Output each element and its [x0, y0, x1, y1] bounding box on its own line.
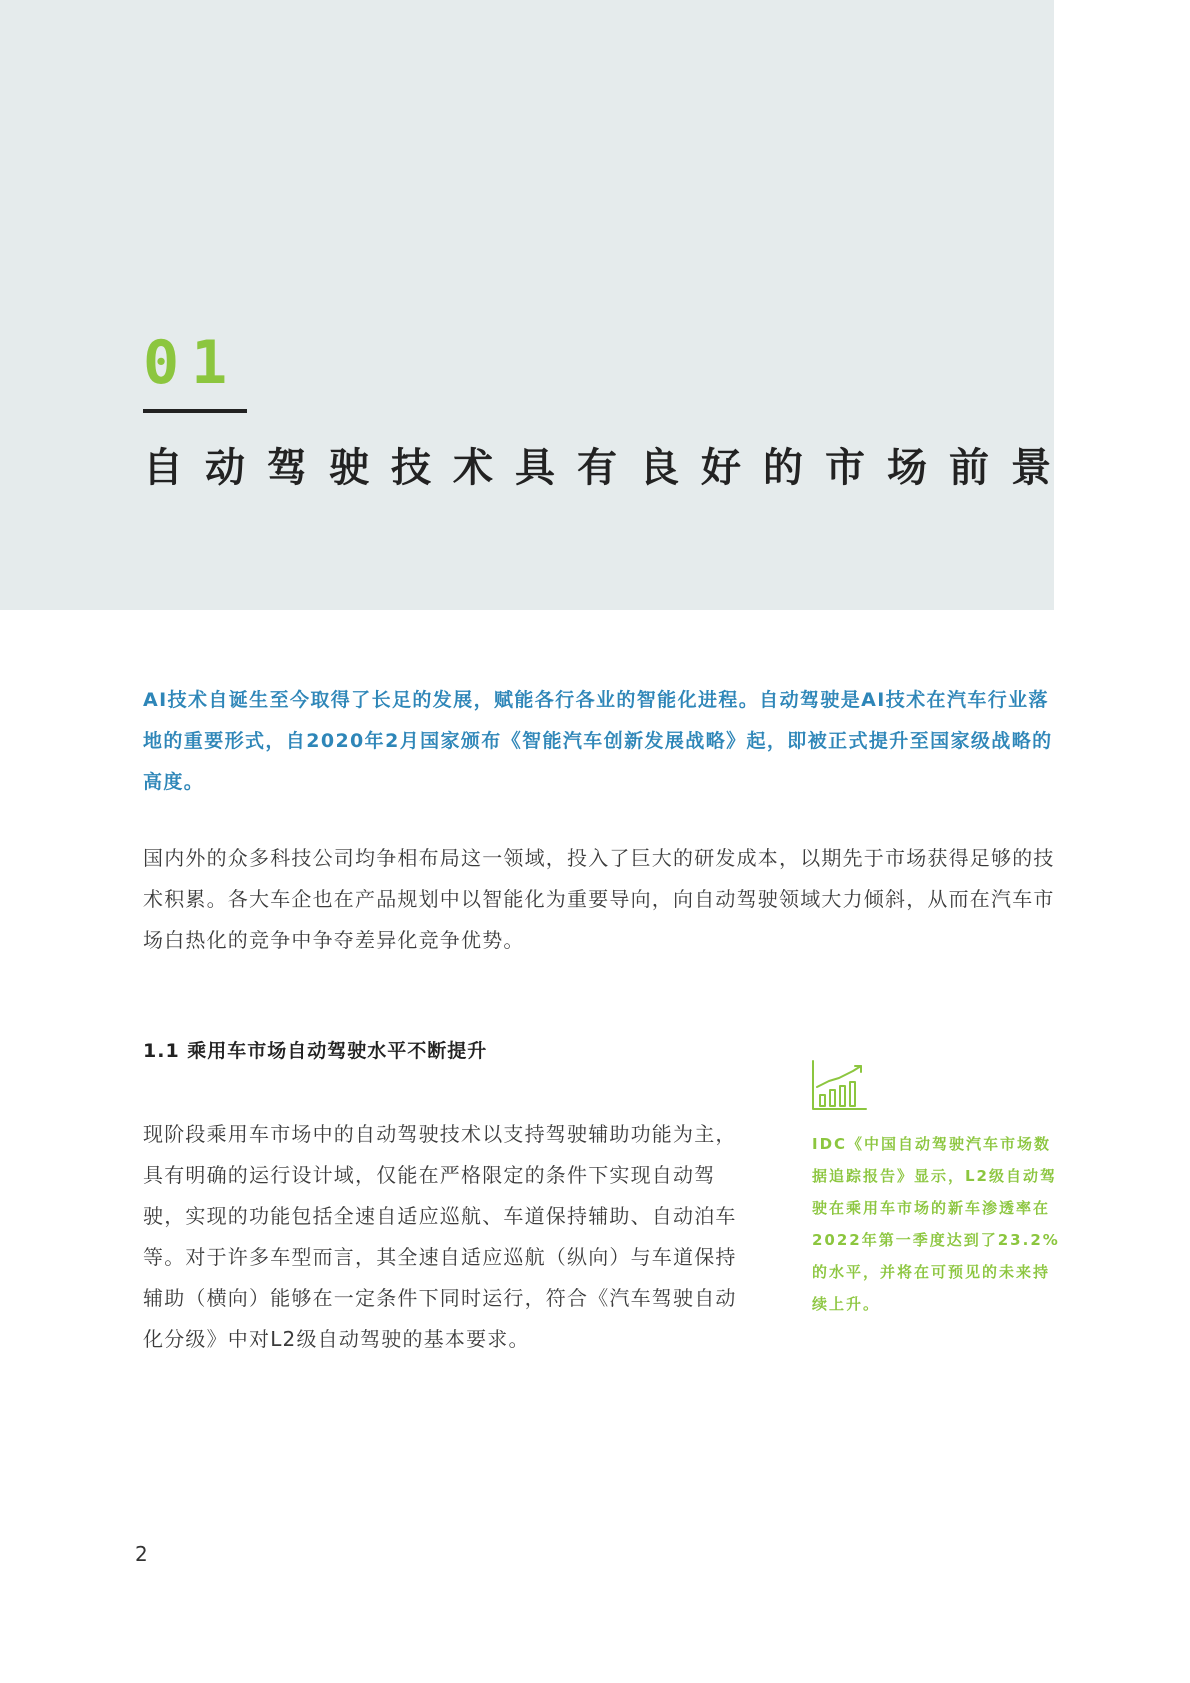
page-number: 2 [135, 1542, 148, 1566]
chapter-title: 自动驾驶技术具有良好的市场前景 [143, 445, 1073, 491]
intro-lead-paragraph: AI技术自诞生至今取得了长足的发展，赋能各行各业的智能化进程。自动驾驶是AI技术在汽车行业落地的重要形式，自2020年2月国家颁布《智能汽车创新发展战略》起，即被正式提升至国家级战略的高度。 [143, 689, 1053, 793]
section-heading: 1.1 乘用车市场自动驾驶水平不断提升 [143, 1040, 488, 1062]
sidebar-stat-note: IDC《中国自动驾驶汽车市场数据追踪报告》显示，L2级自动驾驶在乘用车市场的新车渗透率在2022年第一季度达到了23.2%的水平，并将在可预见的未来持续上升。 [812, 1135, 1060, 1313]
intro-body-paragraph: 国内外的众多科技公司均争相布局这一领域，投入了巨大的研发成本，以期先于市场获得足够的技术积累。各大车企也在产品规划中以智能化为重要导向，向自动驾驶领域大力倾斜，从而在汽车市场白热化的竞争中争夺差异化竞争优势。 [143, 846, 1055, 952]
bar-chart-growth-icon [811, 1059, 867, 1111]
chapter-divider [143, 409, 247, 413]
section-paragraph: 现阶段乘用车市场中的自动驾驶技术以支持驾驶辅助功能为主，具有明确的运行设计域，仅能在严格限定的条件下实现自动驾驶，实现的功能包括全速自适应巡航、车道保持辅助、自动泊车等。对于许多车型而言，其全速自适应巡航（纵向）与车道保持辅助（横向）能够在一定条件下同时运行，符合《汽车驾驶自动化分级》中对L2级自动驾驶的基本要求。 [143, 1122, 737, 1351]
chapter-number: 01 [143, 328, 240, 398]
chapter-header-band [0, 0, 1054, 610]
